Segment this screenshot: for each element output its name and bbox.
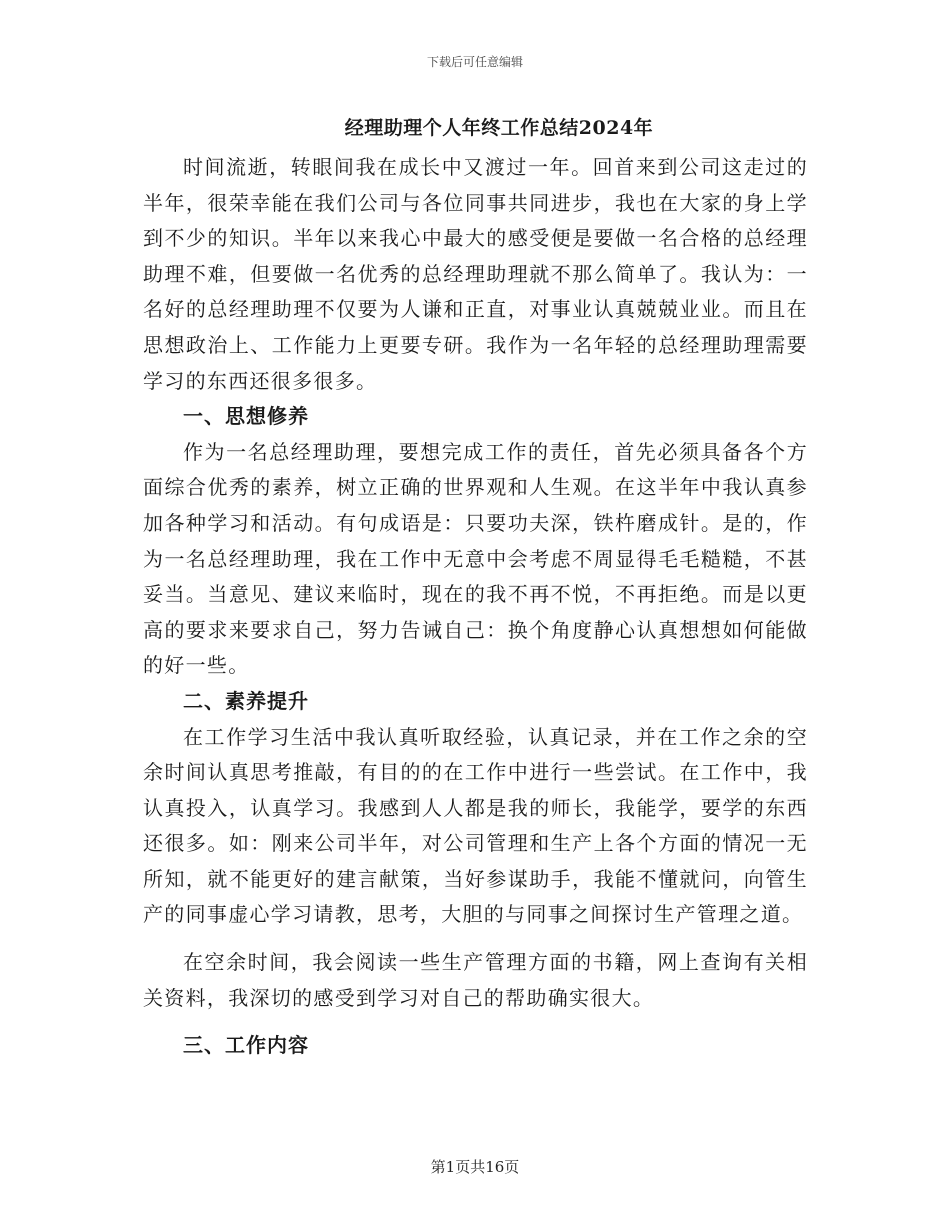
section-heading-1: 一、思想修养: [183, 404, 309, 429]
section-heading-3: 三、工作内容: [183, 1033, 309, 1058]
header-note: 下载后可任意编辑: [426, 55, 523, 69]
intro-paragraph: 时间流逝，转眼间我在成长中又渡过一年。回首来到公司这走过的半年，很荣幸能在我们公司与各位同事共同进步，我也在大家的身上学到不少的知识。半年以来我心中最大的感受便是要做一名合格的总经理助理不难，但要做一名优秀的总经理助理就不那么简单了。我认为：一名好的总经理助理不仅要为人谦和正直，对事业认真兢兢业业。而且在思想政治上、工作能力上更要专研。我作为一名年轻的总经理助理需要学习的东西还很多很多。: [143, 155, 808, 393]
page-number-footer: 第1页共16页: [430, 1158, 520, 1176]
section-heading-2: 二、素养提升: [183, 688, 309, 713]
document-body: [143, 150, 808, 1064]
section-2-paragraph-b: 在空余时间，我会阅读一些生产管理方面的书籍，网上查询有关相关资料，我深切的感受到学习对自己的帮助确实很大。: [143, 950, 808, 1010]
section-1-paragraph: 作为一名总经理助理，要想完成工作的责任，首先必须具备各个方面综合优秀的素养，树立正确的世界观和人生观。在这半年中我认真参加各种学习和活动。有句成语是：只要功夫深，铁杵磨成针。是的，作为一名总经理助理，我在工作中无意中会考虑不周显得毛毛糙糙，不甚妥当。当意见、建议来临时，现在的我不再不悦，不再拒绝。而是以更高的要求来要求自己，努力告诫自己：换个角度静心认真想想如何能做的好一些。: [143, 439, 808, 678]
document-title: 经理助理个人年终工作总结2024年: [344, 117, 654, 139]
section-2-paragraph-a: 在工作学习生活中我认真听取经验，认真记录，并在工作之余的空余时间认真思考推敲，有目的的在工作中进行一些尝试。在工作中，我认真投入，认真学习。我感到人人都是我的师长，我能学，要学的东西还很多。如：刚来公司半年，对公司管理和生产上各个方面的情况一无所知，就不能更好的建言献策，当好参谋助手，我能不懂就问，向管生产的同事虚心学习请教，思考，大胆的与同事之间探讨生产管理之道。: [143, 724, 808, 927]
